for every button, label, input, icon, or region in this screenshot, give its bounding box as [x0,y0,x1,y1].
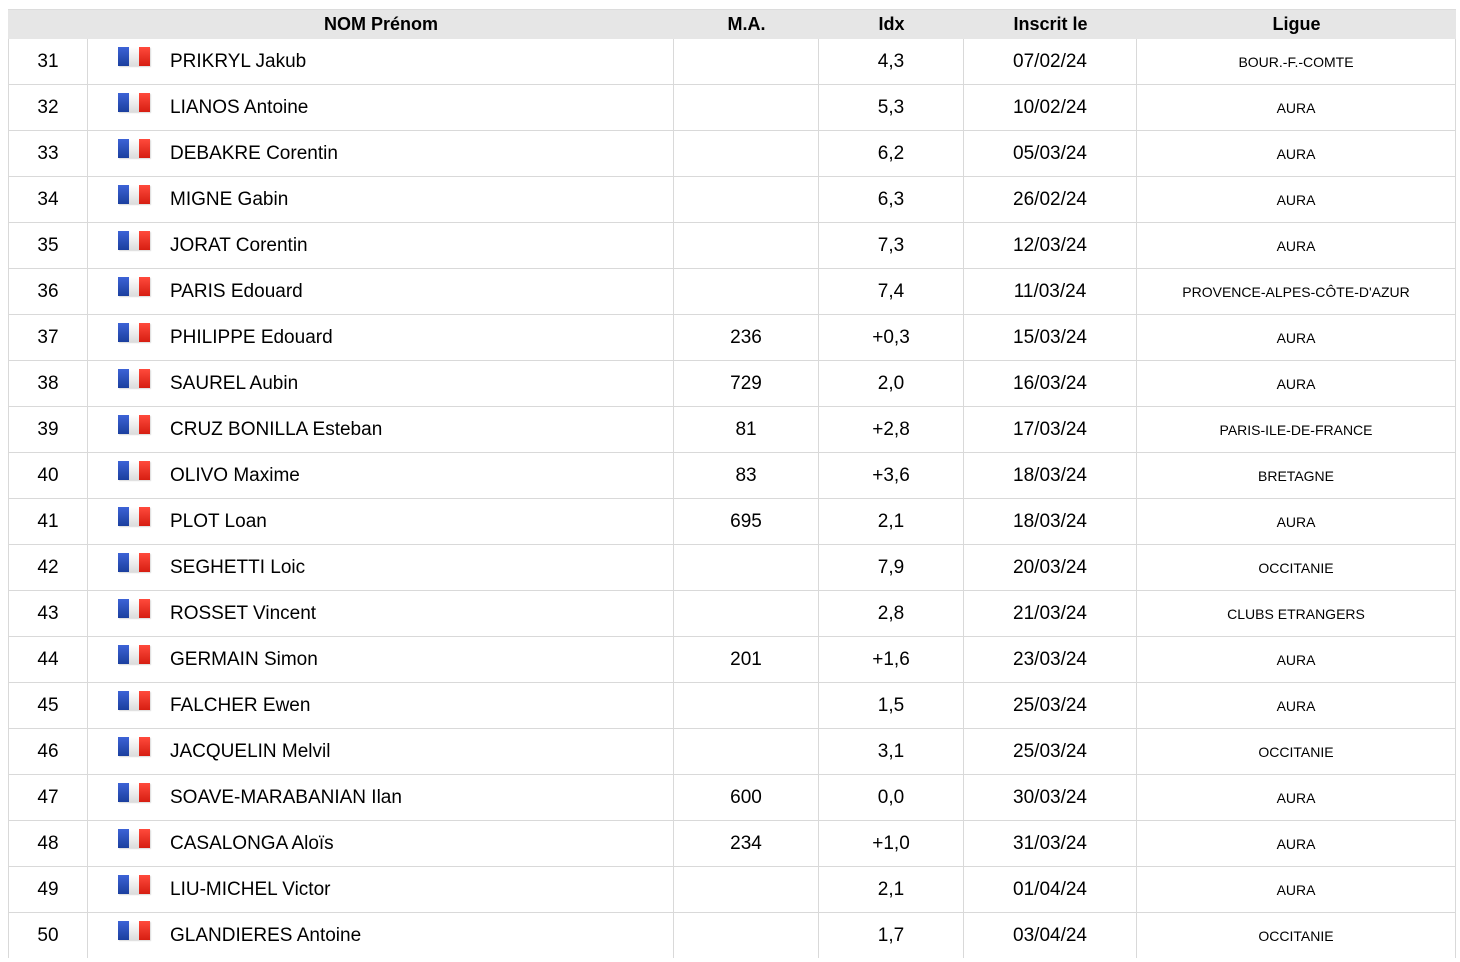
france-flag-icon [118,415,150,434]
player-ma [674,729,819,775]
player-name[interactable]: FALCHER Ewen [170,683,674,729]
player-ma: 236 [674,315,819,361]
player-ma: 234 [674,821,819,867]
player-name[interactable]: CRUZ BONILLA Esteban [170,407,674,453]
player-name[interactable]: LIANOS Antoine [170,85,674,131]
header-inscrit[interactable]: Inscrit le [964,9,1137,39]
table-row [8,39,1456,85]
player-idx: +1,6 [819,637,964,683]
table-row [8,407,1456,453]
table-row [8,315,1456,361]
player-name[interactable]: GERMAIN Simon [170,637,674,683]
france-flag-icon [118,185,150,204]
player-ligue: AURA [1137,637,1456,683]
player-idx: 2,1 [819,867,964,913]
row-number: 37 [8,315,88,361]
header-num [8,9,88,39]
row-number: 36 [8,269,88,315]
table-row [8,775,1456,821]
table-body [8,39,1456,958]
row-number: 46 [8,729,88,775]
player-inscrit: 03/04/24 [964,913,1137,958]
player-ma: 600 [674,775,819,821]
player-idx: 7,3 [819,223,964,269]
player-idx: 3,1 [819,729,964,775]
player-name[interactable]: SEGHETTI Loic [170,545,674,591]
flag-cell [88,775,170,821]
flag-cell [88,545,170,591]
player-inscrit: 01/04/24 [964,867,1137,913]
table-row [8,453,1456,499]
france-flag-icon [118,47,150,66]
player-inscrit: 26/02/24 [964,177,1137,223]
player-inscrit: 05/03/24 [964,131,1137,177]
row-number: 44 [8,637,88,683]
row-number: 35 [8,223,88,269]
france-flag-icon [118,323,150,342]
player-name[interactable]: PHILIPPE Edouard [170,315,674,361]
player-inscrit: 25/03/24 [964,683,1137,729]
flag-cell [88,85,170,131]
table-row [8,545,1456,591]
player-ligue: OCCITANIE [1137,729,1456,775]
row-number: 33 [8,131,88,177]
player-inscrit: 31/03/24 [964,821,1137,867]
player-ma [674,39,819,85]
table-row [8,85,1456,131]
player-ma: 729 [674,361,819,407]
row-number: 38 [8,361,88,407]
flag-cell [88,591,170,637]
player-ma [674,177,819,223]
player-name[interactable]: MIGNE Gabin [170,177,674,223]
france-flag-icon [118,139,150,158]
player-name[interactable]: LIU-MICHEL Victor [170,867,674,913]
header-name[interactable]: NOM Prénom [88,9,674,39]
table-row [8,223,1456,269]
player-name[interactable]: JORAT Corentin [170,223,674,269]
player-ligue: AURA [1137,131,1456,177]
player-ma: 201 [674,637,819,683]
player-idx: 1,5 [819,683,964,729]
table-row [8,177,1456,223]
player-ma [674,85,819,131]
player-ligue: AURA [1137,867,1456,913]
table-row [8,591,1456,637]
player-ma [674,223,819,269]
player-inscrit: 30/03/24 [964,775,1137,821]
player-ma [674,683,819,729]
table-row [8,637,1456,683]
player-name[interactable]: OLIVO Maxime [170,453,674,499]
player-ligue: BRETAGNE [1137,453,1456,499]
player-idx: 1,7 [819,913,964,958]
row-number: 45 [8,683,88,729]
flag-cell [88,131,170,177]
player-name[interactable]: DEBAKRE Corentin [170,131,674,177]
player-idx: +3,6 [819,453,964,499]
player-inscrit: 18/03/24 [964,453,1137,499]
player-idx: 5,3 [819,85,964,131]
flag-cell [88,361,170,407]
table-row [8,913,1456,958]
player-inscrit: 17/03/24 [964,407,1137,453]
table-header-row [8,9,1456,39]
player-ligue: AURA [1137,361,1456,407]
table-row [8,361,1456,407]
player-ma [674,545,819,591]
france-flag-icon [118,231,150,250]
flag-cell [88,867,170,913]
france-flag-icon [118,875,150,894]
player-idx: 2,1 [819,499,964,545]
france-flag-icon [118,461,150,480]
player-name[interactable]: PRIKRYL Jakub [170,39,674,85]
table-row [8,269,1456,315]
player-ma [674,913,819,958]
player-inscrit: 23/03/24 [964,637,1137,683]
player-ligue: AURA [1137,821,1456,867]
france-flag-icon [118,507,150,526]
player-name[interactable]: SAUREL Aubin [170,361,674,407]
france-flag-icon [118,369,150,388]
row-number: 32 [8,85,88,131]
player-ligue: BOUR.-F.-COMTE [1137,39,1456,85]
row-number: 49 [8,867,88,913]
row-number: 47 [8,775,88,821]
player-ligue: CLUBS ETRANGERS [1137,591,1456,637]
header-idx[interactable]: Idx [819,9,964,39]
player-inscrit: 21/03/24 [964,591,1137,637]
player-ma: 81 [674,407,819,453]
row-number: 50 [8,913,88,958]
players-table-container [8,9,1456,958]
player-ma [674,867,819,913]
player-name[interactable]: CASALONGA Aloïs [170,821,674,867]
player-ligue: OCCITANIE [1137,913,1456,958]
france-flag-icon [118,921,150,940]
player-ligue: AURA [1137,223,1456,269]
players-table [8,9,1456,958]
player-ligue: PROVENCE-ALPES-CÔTE-D'AZUR [1137,269,1456,315]
player-ma [674,131,819,177]
row-number: 34 [8,177,88,223]
table-row [8,683,1456,729]
player-idx: 2,8 [819,591,964,637]
flag-cell [88,269,170,315]
flag-cell [88,729,170,775]
row-number: 39 [8,407,88,453]
row-number: 43 [8,591,88,637]
player-idx: 6,3 [819,177,964,223]
player-inscrit: 07/02/24 [964,39,1137,85]
table-row [8,499,1456,545]
player-inscrit: 15/03/24 [964,315,1137,361]
player-inscrit: 16/03/24 [964,361,1137,407]
table-row [8,729,1456,775]
france-flag-icon [118,277,150,296]
player-idx: 2,0 [819,361,964,407]
player-ligue: AURA [1137,315,1456,361]
player-inscrit: 11/03/24 [964,269,1137,315]
table-row [8,867,1456,913]
flag-cell [88,407,170,453]
table-row [8,131,1456,177]
player-ligue: AURA [1137,85,1456,131]
player-idx: 0,0 [819,775,964,821]
row-number: 48 [8,821,88,867]
player-ligue: PARIS-ILE-DE-FRANCE [1137,407,1456,453]
flag-cell [88,499,170,545]
player-ligue: AURA [1137,177,1456,223]
player-ligue: AURA [1137,499,1456,545]
player-ma: 695 [674,499,819,545]
player-name[interactable]: JACQUELIN Melvil [170,729,674,775]
row-number: 40 [8,453,88,499]
france-flag-icon [118,93,150,112]
player-ligue: OCCITANIE [1137,545,1456,591]
player-name[interactable]: PLOT Loan [170,499,674,545]
player-idx: 7,9 [819,545,964,591]
france-flag-icon [118,737,150,756]
france-flag-icon [118,783,150,802]
flag-cell [88,453,170,499]
player-name[interactable]: GLANDIERES Antoine [170,913,674,958]
player-ma [674,269,819,315]
player-inscrit: 18/03/24 [964,499,1137,545]
player-ma [674,591,819,637]
player-name[interactable]: ROSSET Vincent [170,591,674,637]
player-ligue: AURA [1137,683,1456,729]
france-flag-icon [118,599,150,618]
flag-cell [88,39,170,85]
player-idx: +0,3 [819,315,964,361]
flag-cell [88,177,170,223]
player-idx: +1,0 [819,821,964,867]
player-idx: 6,2 [819,131,964,177]
player-idx: +2,8 [819,407,964,453]
header-ligue[interactable]: Ligue [1137,9,1456,39]
flag-cell [88,913,170,958]
france-flag-icon [118,553,150,572]
header-ma[interactable]: M.A. [674,9,819,39]
france-flag-icon [118,645,150,664]
france-flag-icon [118,691,150,710]
flag-cell [88,223,170,269]
player-inscrit: 12/03/24 [964,223,1137,269]
flag-cell [88,821,170,867]
france-flag-icon [118,829,150,848]
player-inscrit: 20/03/24 [964,545,1137,591]
player-ligue: AURA [1137,775,1456,821]
player-name[interactable]: SOAVE-MARABANIAN Ilan [170,775,674,821]
player-idx: 4,3 [819,39,964,85]
table-row [8,821,1456,867]
flag-cell [88,637,170,683]
player-name[interactable]: PARIS Edouard [170,269,674,315]
player-inscrit: 25/03/24 [964,729,1137,775]
row-number: 41 [8,499,88,545]
flag-cell [88,315,170,361]
row-number: 31 [8,39,88,85]
row-number: 42 [8,545,88,591]
player-ma: 83 [674,453,819,499]
player-inscrit: 10/02/24 [964,85,1137,131]
player-idx: 7,4 [819,269,964,315]
flag-cell [88,683,170,729]
